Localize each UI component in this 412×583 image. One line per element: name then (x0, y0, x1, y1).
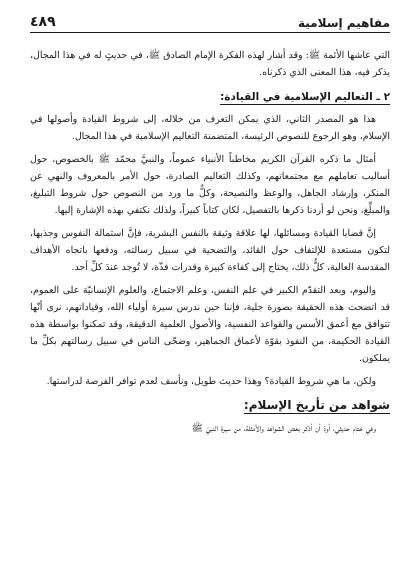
running-header (30, 10, 390, 33)
paragraph-1: التي عاشها الأئمة ﷺ: وقد أشار لهذه الفكرة الإمام الصادق ﷺ، في حديثٍ له في هذا المجال، يذكر فيه، هذا المعنى الذي ذكرناه. (30, 50, 390, 78)
paragraph-2: هذا هو المصدر الثاني، الذي يمكن التعرف من خلاله، إلى شروط القيادة وأصولها في الإسلام، وهو الرجوع للنصوص الرئيسة، المتضمنة التعاليم الإسلامية في هذا المجال. (30, 114, 390, 142)
page-number: ٤٨٩ (30, 14, 56, 30)
paragraph-7: وفي ختام حديثي، أودّ أن أذكر بعض الشواهد والأمثلة، من سيرة النبيّ ﷺ (191, 423, 376, 434)
paragraph-5: واليوم، وبعد التقدّم الكبير في علم النفس، وعلم الاجتماع، والعلوم الإنسانيّة على العموم، قد اتضحت هذه الحقيقة بصورة جلية، فإننا حين ندرس سيرة أولياء الله، وقياداتهم، نرى أنّها تتوافق مع أعمق الأسس والقواعد النفسية، والأصول العلمية الدقيقة، وقد تمكنوا بواسطة هذه القيادة الحكيمة، من النفوذ بقوّة لأعماق الجماهير، وضحّى الناس في سبيل رسالتهم بكلِّ ما يملكون. (30, 285, 390, 364)
paragraph-4: إنَّ قضايا القيادة ومسائلها، لها علاقة وثيقة بالنفس البشرية، فإنَّ استمالة النفوس وجذبها، لتكون مستعدة للإلتفاف حول القائد، والتضحية في سبيل رسالته، ودفعها باتجاه الأهداف المقدسة العالية، كلُّ ذلك، يحتاج إلى كفاءة كبيرة وقدرات فذّة، لا تُوجد عندَ كلِّ أحد. (30, 228, 390, 273)
page-body (30, 47, 390, 437)
paragraph-6: ولكن، ما هي شروط القيادة؟ وهذا حديث طويل، ونأسف لعدم توافر الفرصة لدراستها. (46, 376, 376, 387)
section-heading-text: ٢ ـ التعاليم الإسلامية في القيادة: (220, 91, 390, 103)
section-heading-history-evidence (30, 398, 390, 414)
section-heading-islamic-teachings (30, 91, 390, 105)
section-heading-text: شواهد من تأريخ الإسلام: (243, 398, 390, 412)
header-title: مفاهيم إسلامية (297, 16, 390, 30)
book-page (30, 10, 390, 437)
paragraph-3: أمثال ما ذكره القرآن الكريم مخاطباً الأنبياء عموماً، والنبيَّ محمّد ﷺ بالخصوص، حول أساليب تعاملهم مع مجتمعاتهم، وكذلك التعاليم الصادرة، حول الأمر بالمعروف والنهي عن المنكر، وإرشاد الجاهل، والوعظ والنصيحة، وكلٌّ ما ورد من النصوص حول شروط التبليغ، والمبلِّغ، ونحن لو أردنا ذكرها بالتفصيل، لكان كتاباً كبيراً، ولذلك نكتفي بهذه الإشارة إليها. (30, 154, 390, 216)
